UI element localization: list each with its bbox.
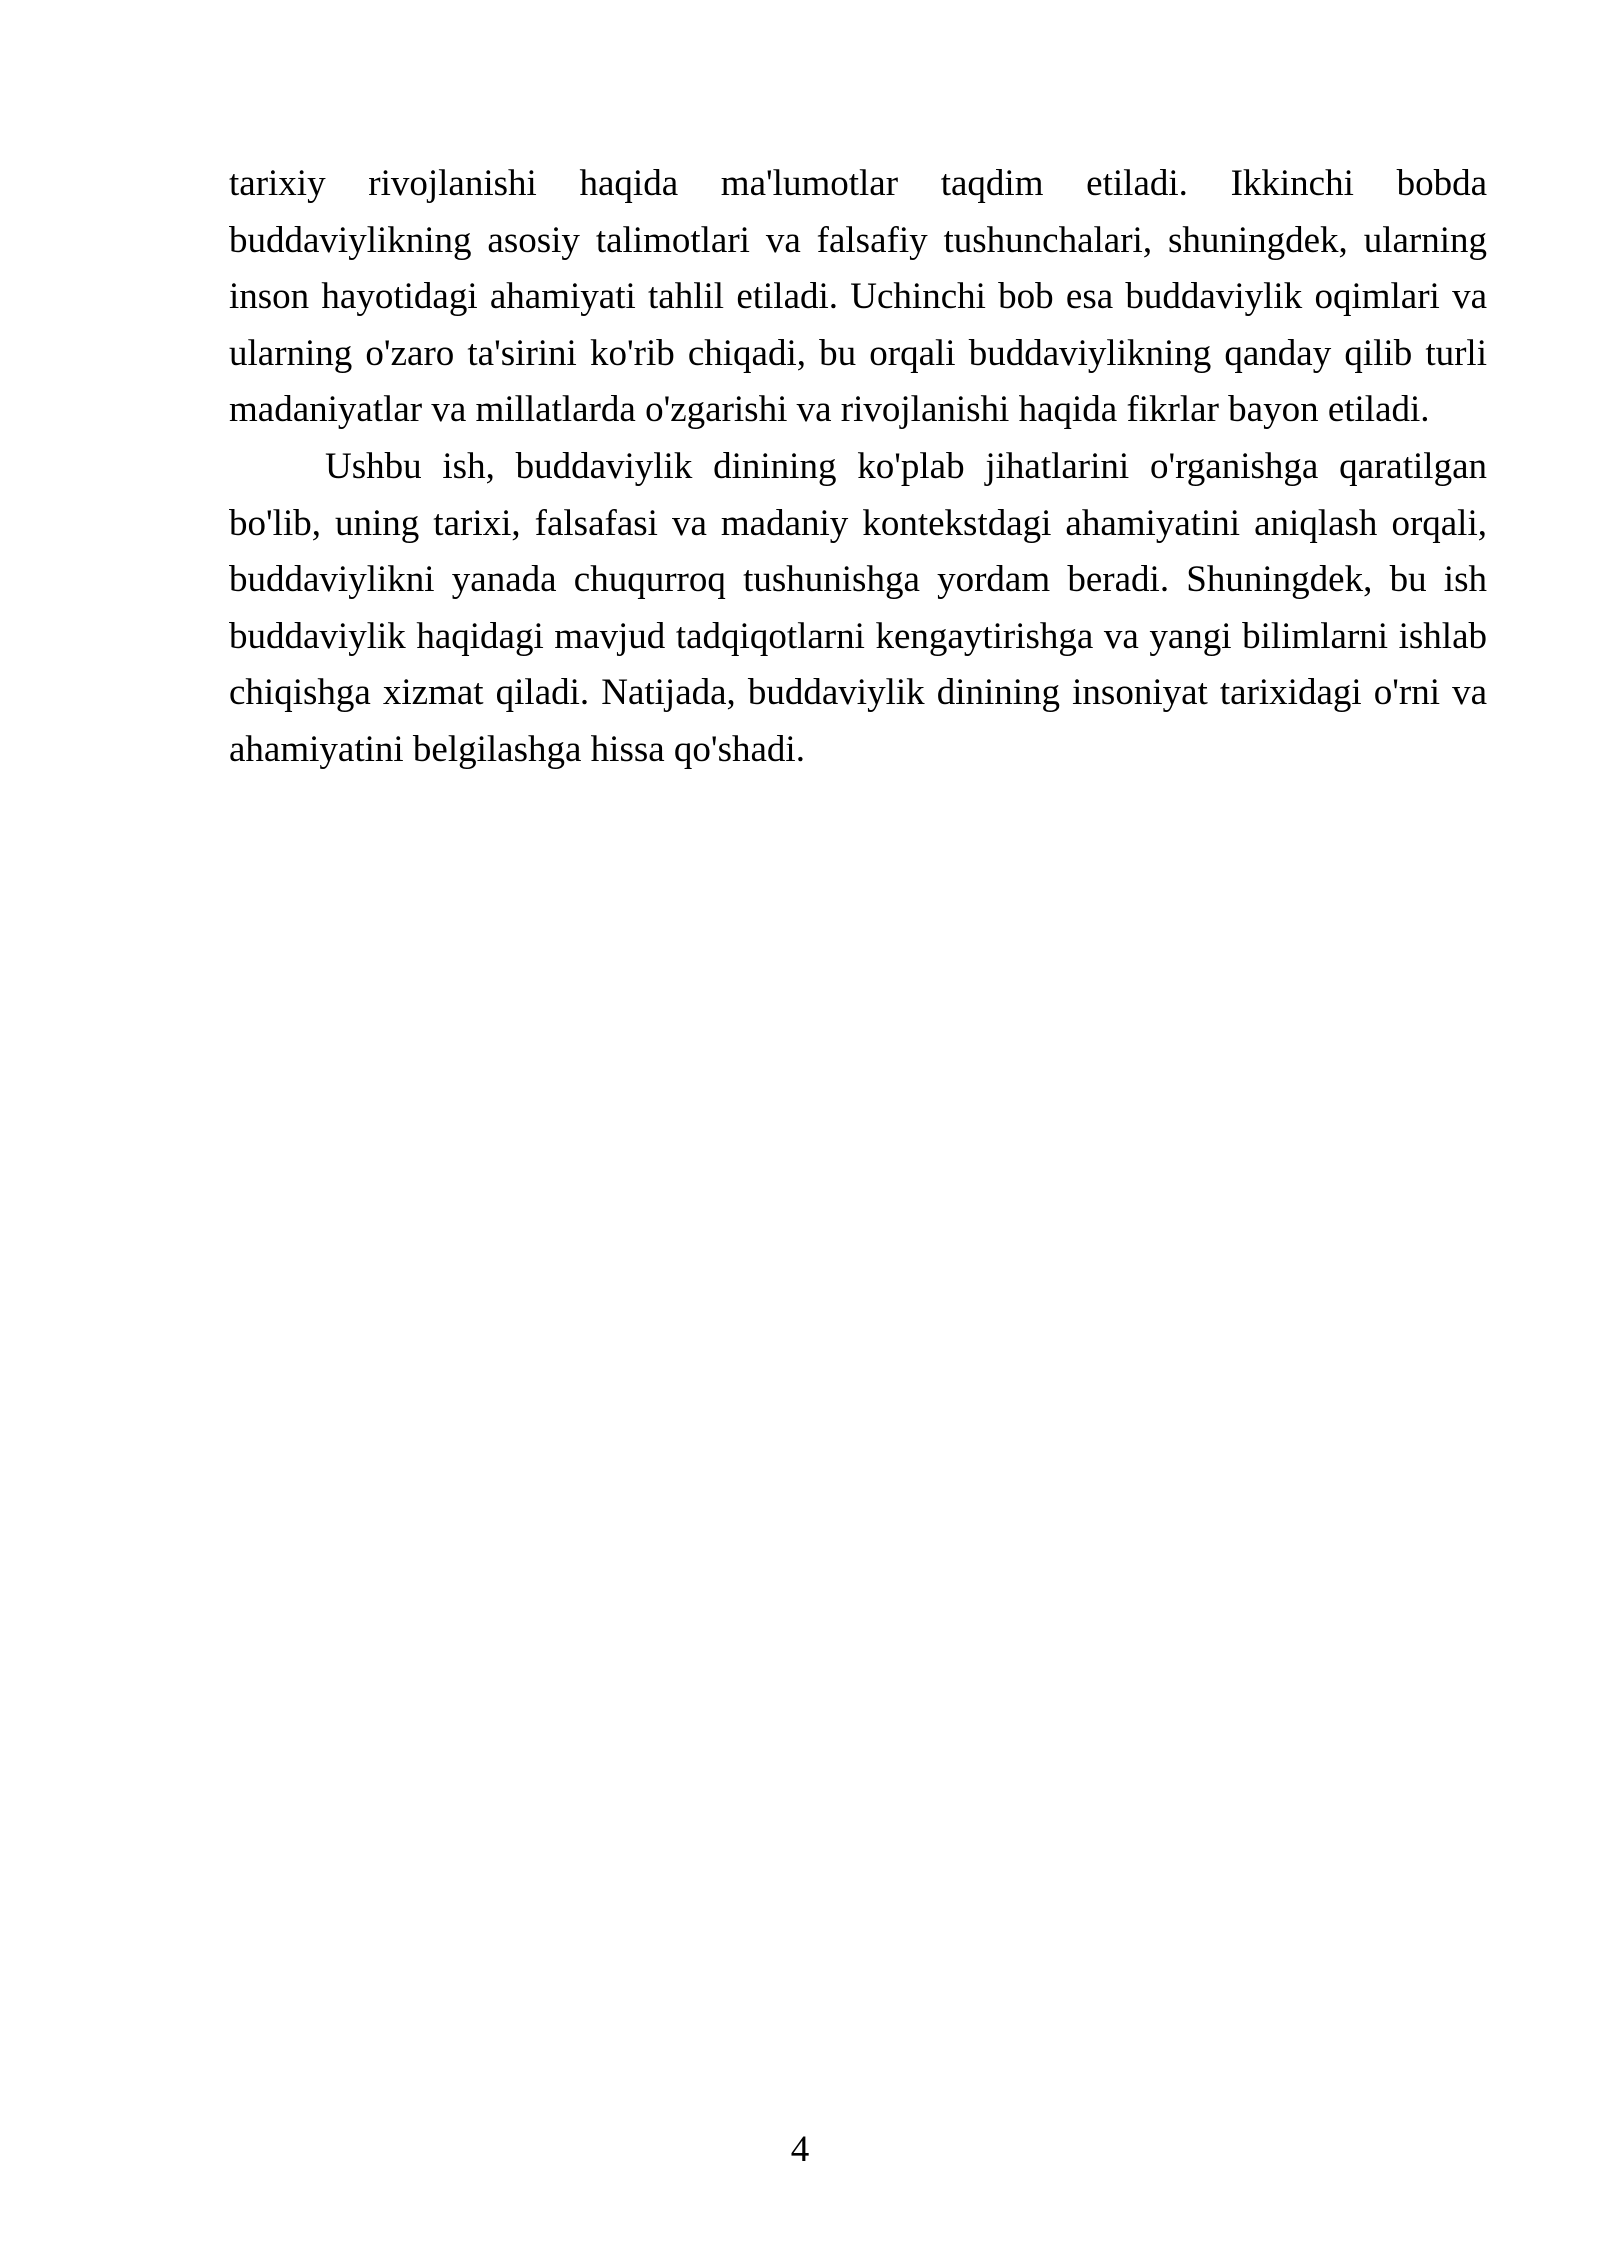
paragraph-continuation: tarixiy rivojlanishi haqida ma'lumotlar taqdim etiladi. Ikkinchi bobda buddaviylikning asosiy talimotlari va falsafiy tushunchalari, shuningdek, ularning inson hayotidagi ahamiyati tahlil etiladi. Uchinchi bob esa buddaviylik oqimlari va ularning o'zaro ta'sirini ko'rib chiqadi, bu orqali buddaviylikning qanday qilib turli madaniyatlar va millatlarda o'zgarishi va rivojlanishi haqida fikrlar bayon etiladi.: [229, 163, 1487, 431]
body-text: [229, 156, 1487, 779]
page-number: 4: [790, 2129, 810, 2170]
paragraph-ushbu-ish: Ushbu ish, buddaviylik dinining ko'plab jihatlarini o'rganishga qaratilgan bo'lib, uning tarixi, falsafasi va madaniy kontekstdagi ahamiyatini aniqlash orqali, buddaviylikni yanada chuqurroq tushunishga yordam beradi. Shuningdek, bu ish buddaviylik haqidagi mavjud tadqiqotlarni kengaytirishga va yangi bilimlarni ishlab chiqishga xizmat qiladi. Natijada, buddaviylik dinining insoniyat tarixidagi o'rni va ahamiyatini belgilashga hissa qo'shadi.: [229, 445, 1487, 770]
